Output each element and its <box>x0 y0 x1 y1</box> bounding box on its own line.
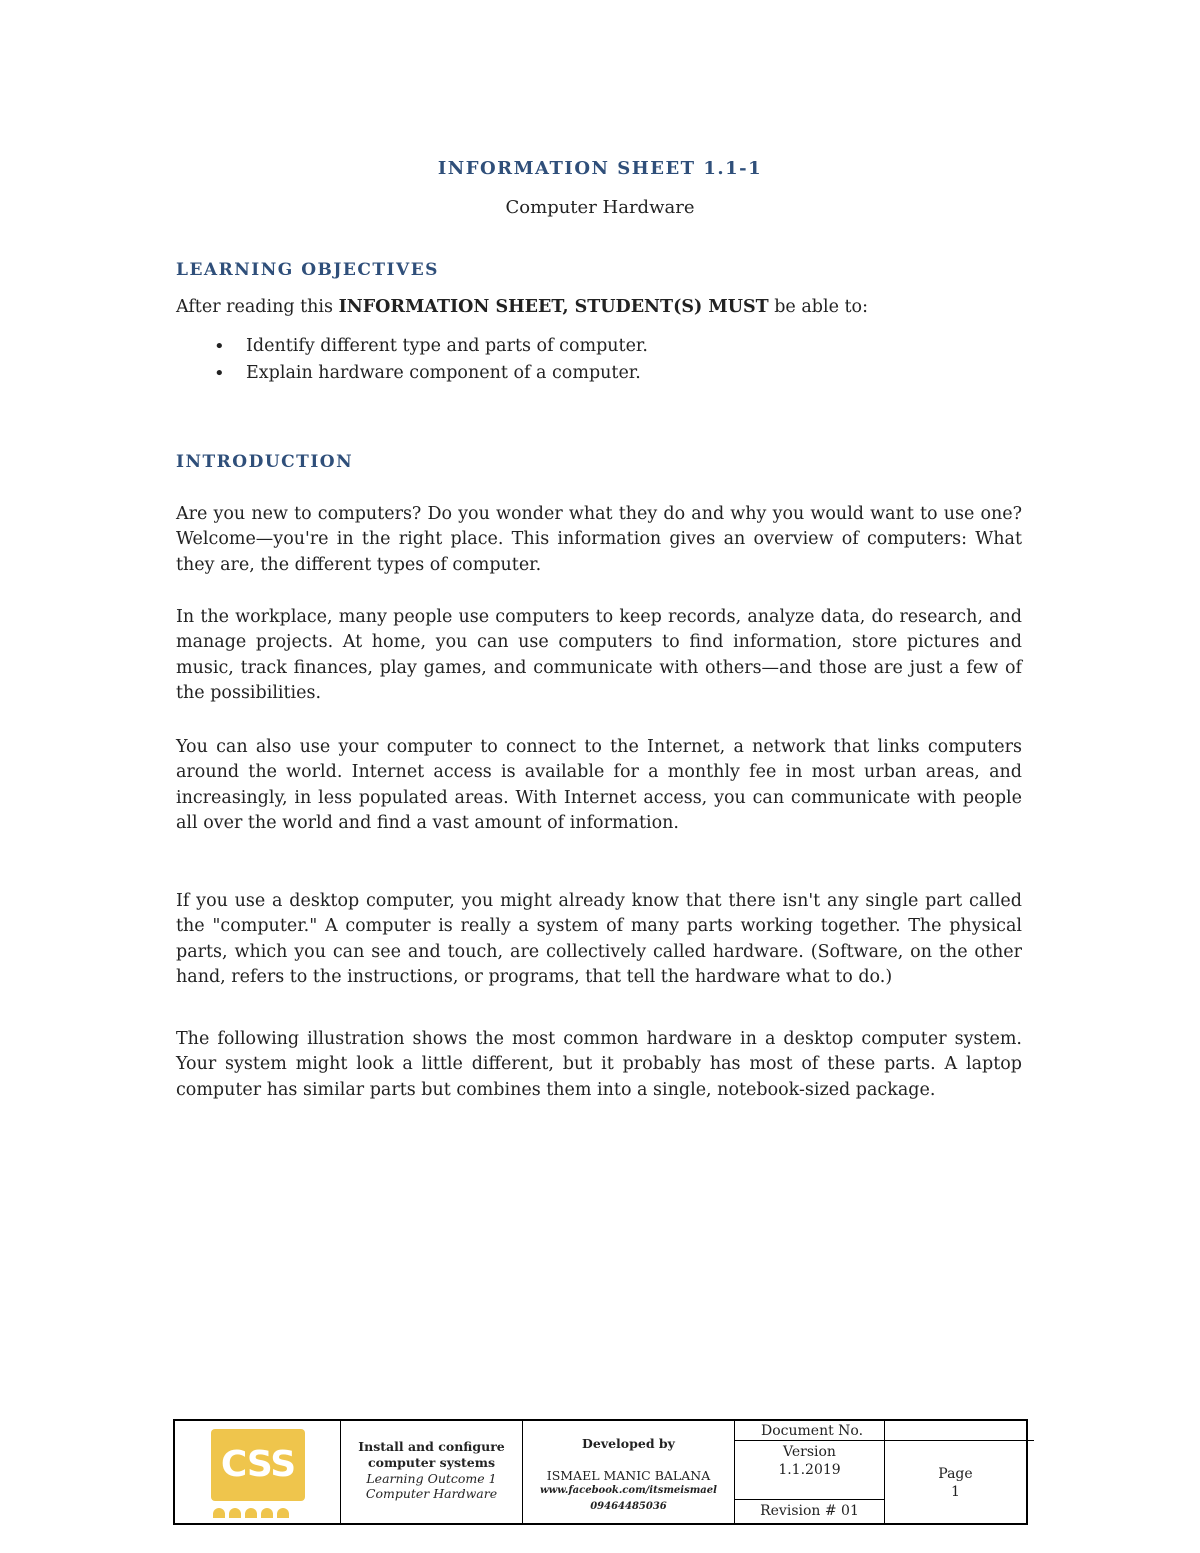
objectives-list <box>176 333 648 387</box>
document-footer <box>173 1419 1028 1525</box>
page-subtitle: Computer Hardware <box>505 197 695 218</box>
developer-url: www.facebook.com/itsmeismael <box>540 1485 717 1496</box>
footer-page-cell <box>885 1421 1026 1523</box>
developed-label: Developed by <box>582 1436 675 1451</box>
objectives-heading: LEARNING OBJECTIVES <box>176 260 439 280</box>
footer-course-cell <box>341 1421 523 1523</box>
footer-version-cell <box>735 1421 885 1523</box>
introduction-heading: INTRODUCTION <box>176 452 354 472</box>
intro-paragraph-2: In the workplace, many people use computers to keep records, analyze data, do research, and manage projects. At home, you can use computers to find information, store pictures and music, track finances, play games, and communicate with others—and those are just a few of the possibilities. <box>176 607 1022 703</box>
footer-developer-cell <box>523 1421 735 1523</box>
objective-item: • Identify different type and parts of computer. <box>176 333 648 360</box>
page-number: Page 1 <box>938 1466 973 1500</box>
intro-paragraph-1: Are you new to computers? Do you wonder what they do and why you would want to use one? Welcome—you're in the right place. This information gives an overview of computers: What they are, the different types of computer. <box>176 504 1022 575</box>
objectives-intro: After reading this INFORMATION SHEET, STUDENT(S) MUST be able to: <box>176 297 868 317</box>
page-title: INFORMATION SHEET 1.1-1 <box>437 158 763 179</box>
revision-number: Revision # 01 <box>735 1499 884 1526</box>
intro-paragraph-3: You can also use your computer to connect to the Internet, a network that links computers around the world. Internet access is available for a monthly fee in most urban areas, and increasingly, in less populated areas. With Internet access, you can communicate with people all over the world and find a vast amount of information. <box>176 737 1022 833</box>
developer-name: ISMAEL MANIC BALANA <box>546 1468 711 1483</box>
objective-item: • Explain hardware component of a computer. <box>176 360 648 387</box>
logo-decoration-icon <box>213 1503 303 1517</box>
course-title: Install and configure computer systems <box>358 1439 505 1470</box>
developer-phone: 09464485036 <box>590 1501 667 1512</box>
document-number-label: Document No. <box>735 1421 1034 1441</box>
intro-paragraph-5: The following illustration shows the most common hardware in a desktop computer system. Your system might look a little different, but it probably has most of these parts. A laptop computer has similar parts but combines them into a single, notebook-sized package. <box>176 1029 1022 1100</box>
version-info: Version 1.1.2019 <box>778 1444 841 1478</box>
css-logo: CSS <box>211 1429 305 1501</box>
footer-logo-cell <box>175 1421 341 1523</box>
intro-paragraph-4: If you use a desktop computer, you might already know that there isn't any single part called the "computer." A computer is really a system of many parts working together. The physical parts, which you can see and touch, are collectively called hardware. (Software, on the other hand, refers to the instructions, or programs, that tell the hardware what to do.) <box>176 891 1022 987</box>
learning-outcome: Learning Outcome 1 Computer Hardware <box>365 1471 498 1501</box>
